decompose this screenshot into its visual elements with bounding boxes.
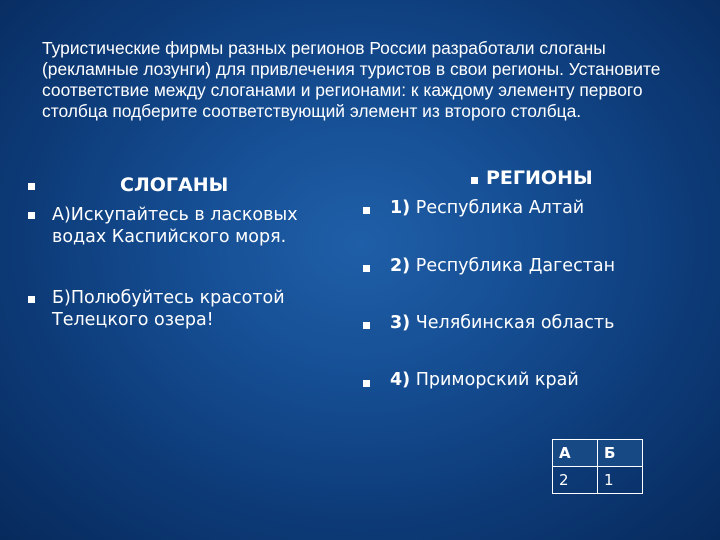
- answer-cell-b[interactable]: 1: [598, 467, 643, 494]
- region-number: 3): [390, 313, 411, 333]
- region-item-4: [390, 370, 579, 390]
- region-name: Приморский край: [415, 370, 579, 390]
- region-name: Челябинская область: [415, 313, 615, 333]
- bullet-icon: [28, 212, 35, 219]
- bullet-icon: [363, 380, 370, 387]
- region-item-3: [390, 313, 614, 333]
- slogans-heading: СЛОГАНЫ: [120, 174, 229, 196]
- region-item-2: [390, 256, 615, 276]
- region-number: 1): [390, 198, 411, 218]
- region-item-1: [390, 198, 584, 218]
- answer-table: [552, 439, 643, 494]
- table-header-a: А: [553, 440, 598, 467]
- slogan-b: Б)Полюбуйтесь красотой Телецкого озера!: [52, 288, 285, 330]
- table-row: [553, 467, 643, 494]
- regions-heading: РЕГИОНЫ: [486, 167, 593, 189]
- region-name: Республика Дагестан: [415, 256, 616, 276]
- table-header-b: Б: [598, 440, 643, 467]
- region-name: Республика Алтай: [415, 198, 585, 218]
- bullet-icon: [363, 322, 370, 329]
- table-header-row: [553, 440, 643, 467]
- slogan-a: А)Искупайтесь в ласковых водах Каспийского моря.: [52, 205, 298, 247]
- region-number: 4): [390, 370, 411, 390]
- bullet-icon: [28, 183, 35, 190]
- bullet-icon: [363, 207, 370, 214]
- task-description: Туристические фирмы разных регионов России разработали слоганы (рекламные лозунги) для привлечения туристов в свои регионы. Установите соответствие между слоганами и регионами: к каждому элементу первого столбца подберите соответствующий элемент из второго столбца.: [42, 38, 661, 121]
- bullet-icon: [28, 296, 35, 303]
- region-number: 2): [390, 256, 411, 276]
- bullet-icon: [471, 177, 478, 184]
- bullet-icon: [363, 265, 370, 272]
- answer-cell-a[interactable]: 2: [553, 467, 598, 494]
